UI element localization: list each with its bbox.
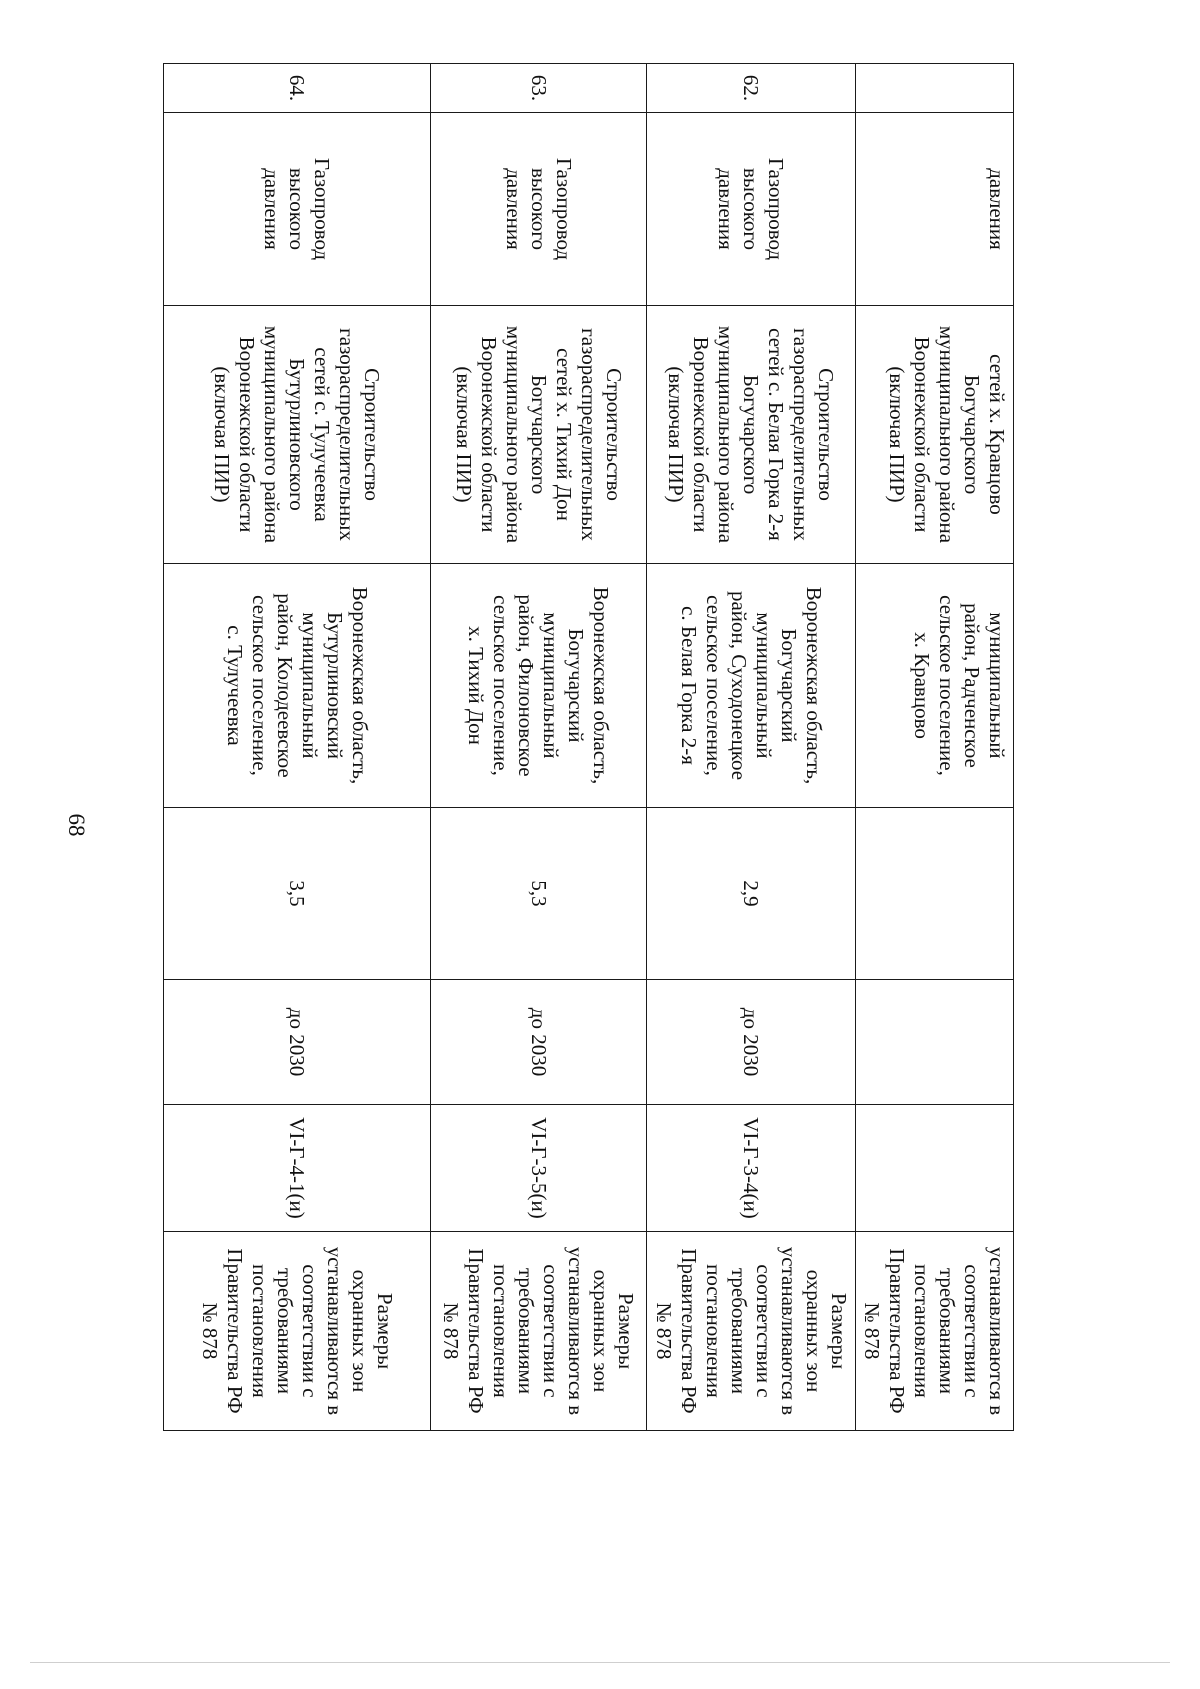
page-number: 68: [64, 813, 89, 837]
objects-table: [163, 63, 1014, 1431]
object-name: сетей х. Кравцово Богучарского муниципального района Воронежской области (включая ПИР): [856, 306, 1014, 564]
object-term: до 2030: [164, 980, 431, 1105]
object-note: устанавливаются в соответствии с требованиями постановления Правительства РФ № 878: [856, 1232, 1014, 1431]
object-type: Газопровод высокого давления: [164, 113, 431, 306]
object-name: Строительство газораспределительных сетей х. Тихий Дон Богучарского муниципального района Воронежской области (включая ПИР): [431, 306, 647, 564]
object-name: Строительство газораспределительных сетей с. Белая Горка 2-я Богучарского муниципального района Воронежской области (включая ПИР): [647, 306, 856, 564]
table-row: [856, 64, 1014, 1431]
scan-edge-line: [30, 1662, 1170, 1663]
object-type: Газопровод высокого давления: [431, 113, 647, 306]
object-location: Воронежская область, Богучарский муниципальный район, Филоновское сельское поселение, х. Тихий Дон: [431, 564, 647, 808]
object-term: до 2030: [647, 980, 856, 1105]
object-term: [856, 980, 1014, 1105]
object-code: VI-Г-3-5(и): [431, 1105, 647, 1232]
object-code: [856, 1105, 1014, 1232]
object-code: VI-Г-3-4(и): [647, 1105, 856, 1232]
object-length: 2,9: [647, 808, 856, 980]
table-row: [431, 64, 647, 1431]
table-row: [647, 64, 856, 1431]
table-rotated-wrapper: [164, 63, 1014, 1430]
object-code: VI-Г-4-1(и): [164, 1105, 431, 1232]
object-location: Воронежская область, Богучарский муниципальный район, Суходонецкое сельское поселение, с. Белая Горка 2-я: [647, 564, 856, 808]
row-number: 62.: [647, 64, 856, 113]
object-length: 3,5: [164, 808, 431, 980]
object-length: 5,3: [431, 808, 647, 980]
row-number: 63.: [431, 64, 647, 113]
object-location: Воронежская область, Бутурлиновский муниципальный район, Колодеевское сельское поселение, с. Тулучеевка: [164, 564, 431, 808]
row-number: [856, 64, 1014, 113]
object-type: давления: [856, 113, 1014, 306]
object-note: Размеры охранных зон устанавливаются в соответствии с требованиями постановления Правительства РФ № 878: [647, 1232, 856, 1431]
table-row: [164, 64, 431, 1431]
object-term: до 2030: [431, 980, 647, 1105]
object-name: Строительство газораспределительных сетей с. Тулучеевка Бутурлиновского муниципального района Воронежской области (включая ПИР): [164, 306, 431, 564]
object-length: [856, 808, 1014, 980]
object-note: Размеры охранных зон устанавливаются в соответствии с требованиями постановления Правительства РФ № 878: [164, 1232, 431, 1431]
object-type: Газопровод высокого давления: [647, 113, 856, 306]
object-location: муниципальный район, Радченское сельское поселение, х. Кравцово: [856, 564, 1014, 808]
row-number: 64.: [164, 64, 431, 113]
object-note: Размеры охранных зон устанавливаются в соответствии с требованиями постановления Правительства РФ № 878: [431, 1232, 647, 1431]
